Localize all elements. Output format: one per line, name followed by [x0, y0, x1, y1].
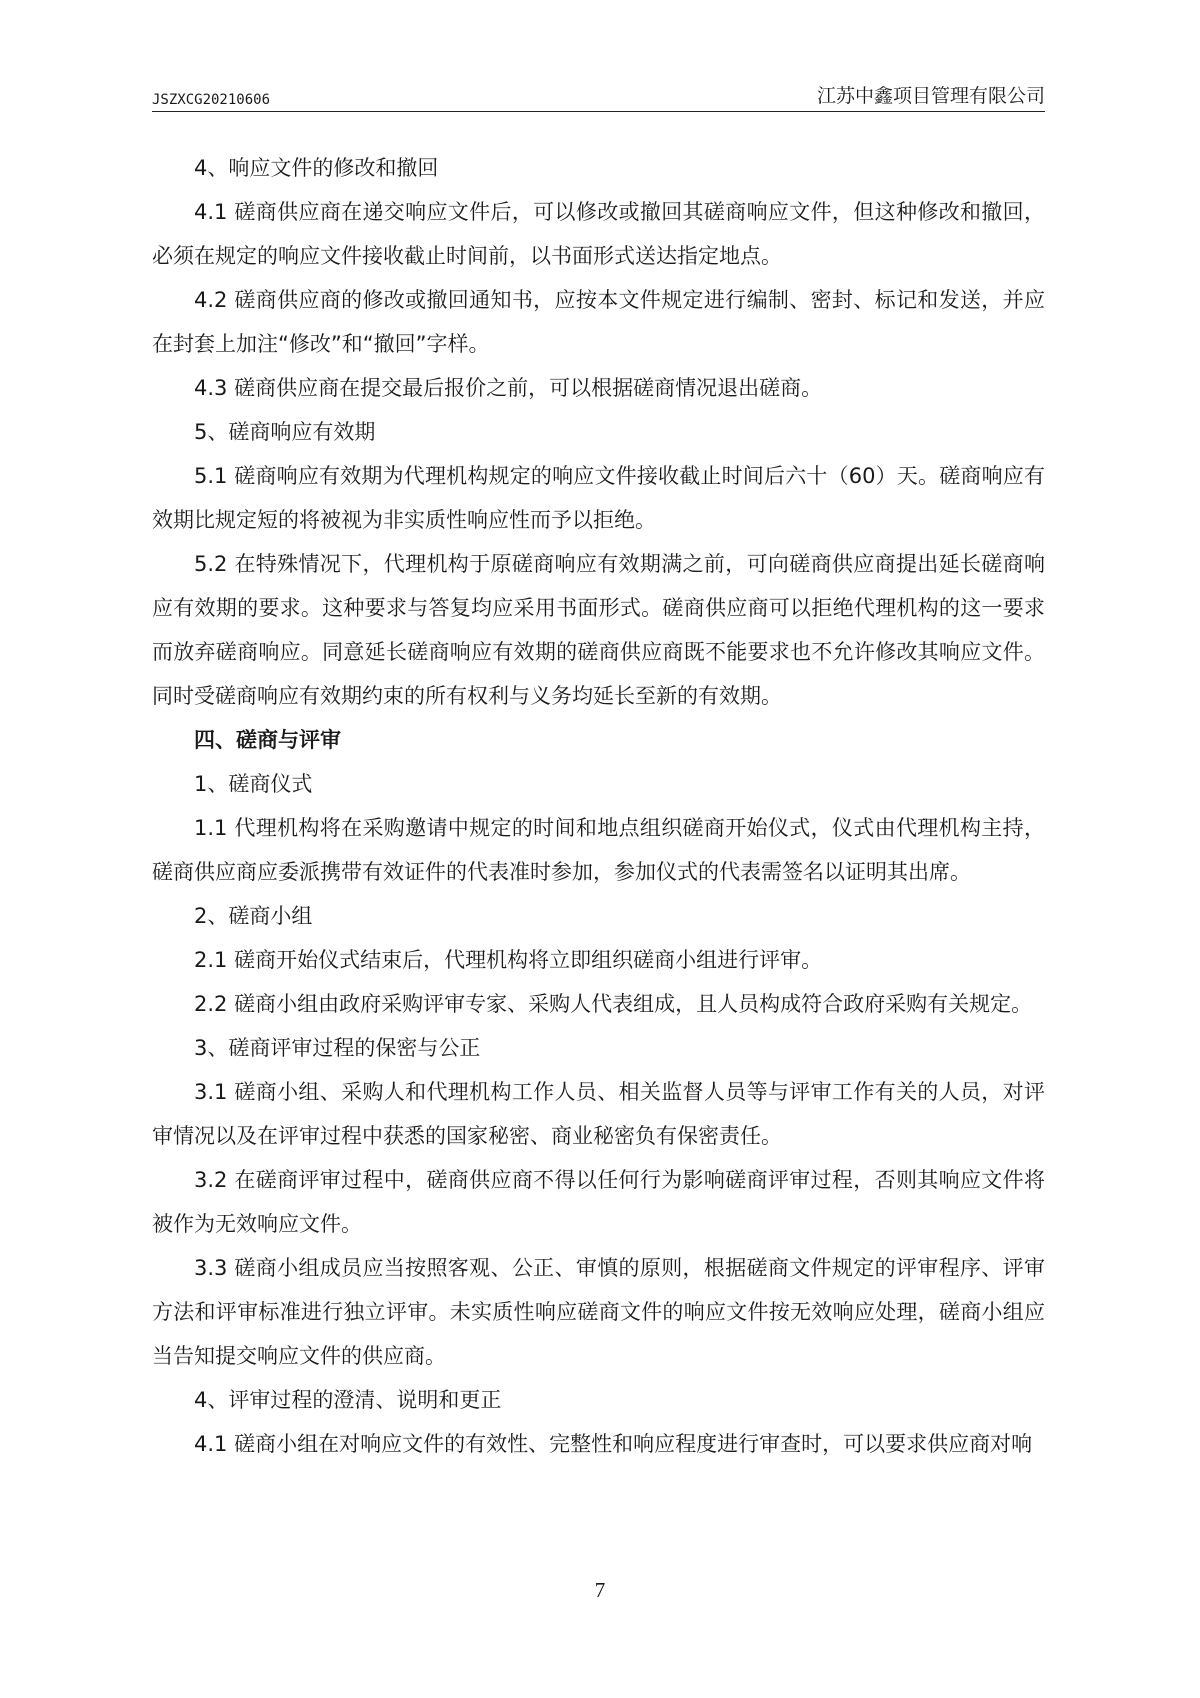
paragraph: 3.3 磋商小组成员应当按照客观、公正、审慎的原则，根据磋商文件规定的评审程序、评审方法和评审标准进行独立评审。未实质性响应磋商文件的响应文件按无效响应处理，磋商小组应当告知提交响应文件的供应商。 — [152, 1256, 1045, 1368]
paragraph: 4.1 磋商供应商在递交响应文件后，可以修改或撤回其磋商响应文件，但这种修改和撤回，必须在规定的响应文件接收截止时间前，以书面形式送达指定地点。 — [152, 200, 1045, 268]
paragraph: 3.1 磋商小组、采购人和代理机构工作人员、相关监督人员等与评审工作有关的人员，对评审情况以及在评审过程中获悉的国家秘密、商业秘密负有保密责任。 — [152, 1080, 1045, 1148]
paragraph: 1、磋商仪式 — [194, 772, 313, 796]
document-body — [152, 146, 1045, 1466]
paragraph: 2.1 磋商开始仪式结束后，代理机构将立即组织磋商小组进行评审。 — [194, 948, 823, 972]
page-header — [152, 86, 1045, 112]
paragraph: 4、响应文件的修改和撤回 — [194, 156, 439, 180]
paragraph: 4.3 磋商供应商在提交最后报价之前，可以根据磋商情况退出磋商。 — [194, 376, 823, 400]
paragraph: 2.2 磋商小组由政府采购评审专家、采购人代表组成，且人员构成符合政府采购有关规定。 — [194, 992, 1033, 1016]
paragraph: 5.1 磋商响应有效期为代理机构规定的响应文件接收截止时间后六十（60）天。磋商响应有效期比规定短的将被视为非实质性响应性而予以拒绝。 — [152, 464, 1045, 532]
paragraph: 2、磋商小组 — [194, 904, 313, 928]
paragraph: 5.2 在特殊情况下，代理机构于原磋商响应有效期满之前，可向磋商供应商提出延长磋商响应有效期的要求。这种要求与答复均应采用书面形式。磋商供应商可以拒绝代理机构的这一要求而放弃磋商响应。同意延长磋商响应有效期的磋商供应商既不能要求也不允许修改其响应文件。同时受磋商响应有效期约束的所有权利与义务均延长至新的有效期。 — [152, 552, 1045, 708]
paragraph: 3、磋商评审过程的保密与公正 — [194, 1036, 481, 1060]
paragraph: 4、评审过程的澄清、说明和更正 — [194, 1388, 502, 1412]
paragraph: 3.2 在磋商评审过程中，磋商供应商不得以任何行为影响磋商评审过程，否则其响应文件将被作为无效响应文件。 — [152, 1168, 1045, 1236]
paragraph: 1.1 代理机构将在采购邀请中规定的时间和地点组织磋商开始仪式，仪式由代理机构主持，磋商供应商应委派携带有效证件的代表准时参加，参加仪式的代表需签名以证明其出席。 — [152, 816, 1045, 884]
page-number: 7 — [594, 1578, 606, 1602]
paragraph: 5、磋商响应有效期 — [194, 420, 376, 444]
paragraph: 4.1 磋商小组在对响应文件的有效性、完整性和响应程度进行审查时，可以要求供应商对响 — [194, 1432, 1033, 1456]
section-heading: 四、磋商与评审 — [194, 728, 341, 752]
company-name: 江苏中鑫项目管理有限公司 — [816, 85, 1045, 107]
header-rule — [152, 111, 1045, 112]
document-code: JSZXCG20210606 — [152, 92, 271, 108]
paragraph: 4.2 磋商供应商的修改或撤回通知书，应按本文件规定进行编制、密封、标记和发送，并应在封套上加注“修改”和“撤回”字样。 — [152, 288, 1045, 356]
